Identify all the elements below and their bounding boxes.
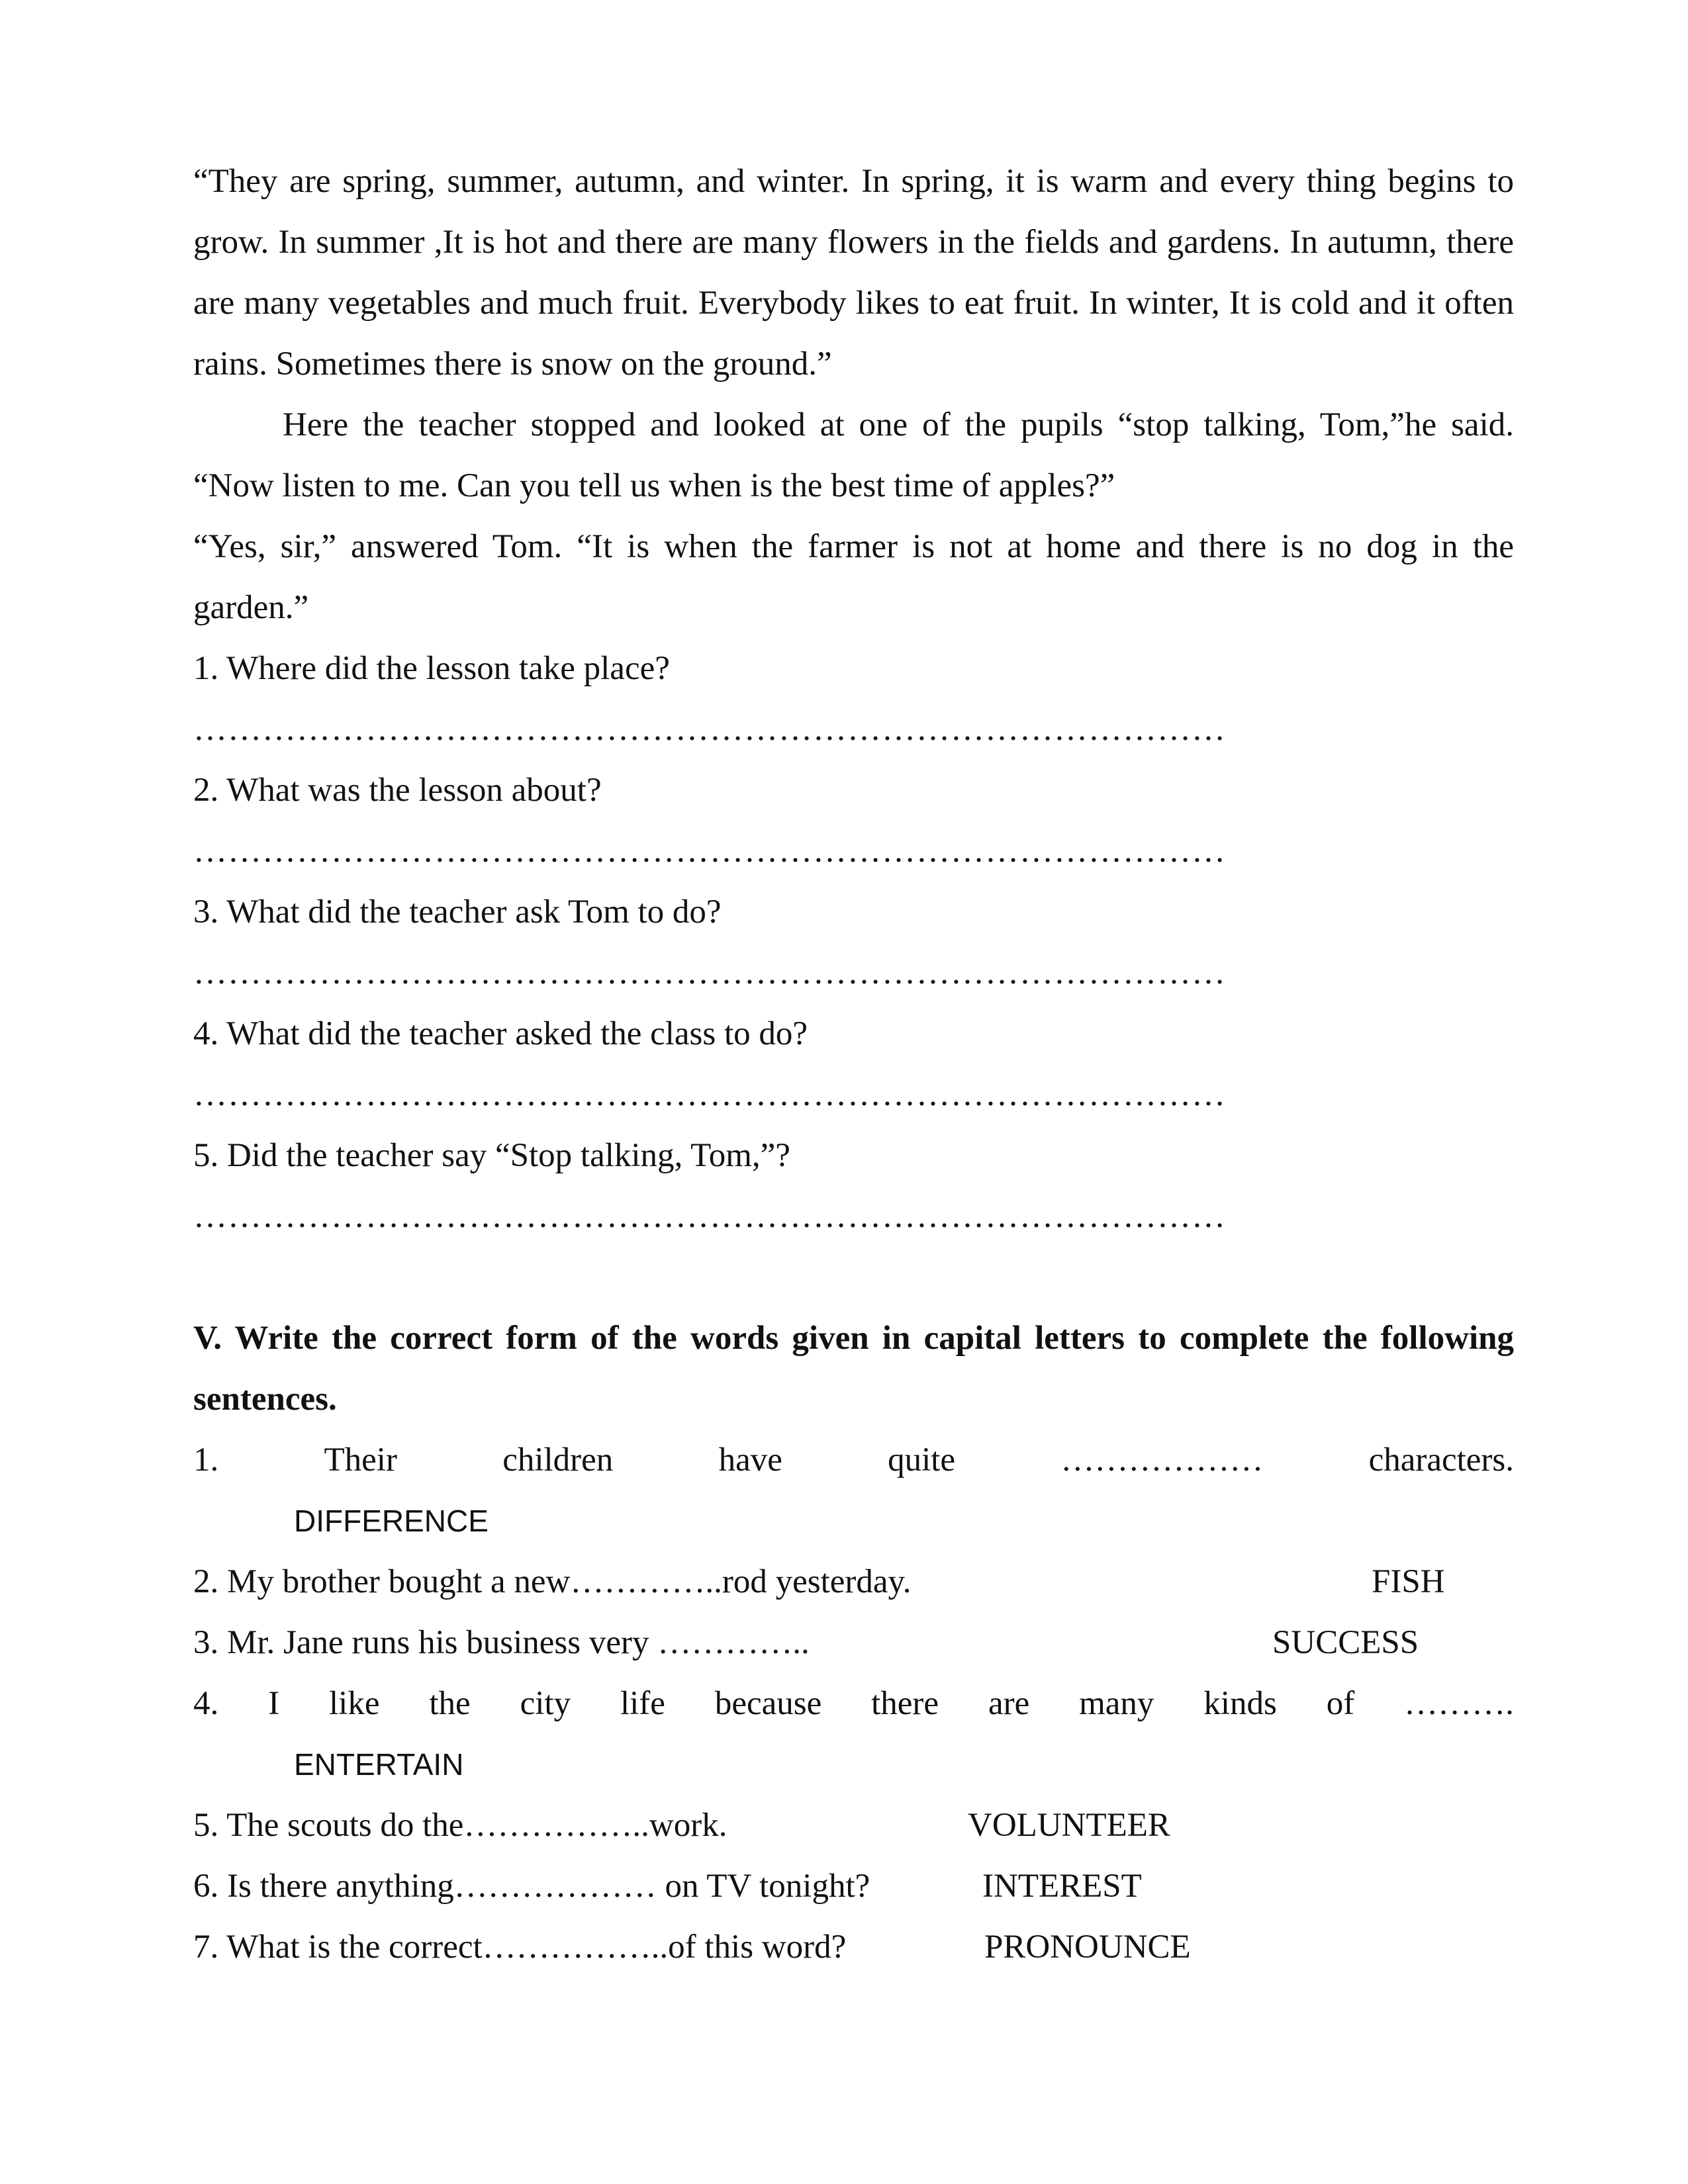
- exercise-item-6: [193, 1856, 1514, 1917]
- section-v-heading: V. Write the correct form of the words given in capital letters to complete the following sentences.: [193, 1320, 1514, 1418]
- question-5: 5. Did the teacher say “Stop talking, Tom,”?: [193, 1137, 790, 1174]
- answer-line-2[interactable]: ………………………………………………………………………………: [193, 833, 1226, 870]
- word-form-exercise: [193, 1430, 1514, 1978]
- item-4-word: because: [714, 1685, 822, 1722]
- passage-paragraph-2: Here the teacher stopped and looked at one of the pupils “stop talking, Tom,”he said. “Now listen to me. Can you tell us when is the best time of apples?”: [193, 406, 1514, 504]
- question-1: 1. Where did the lesson take place?: [193, 650, 670, 687]
- question-4: 4. What did the teacher asked the class to do?: [193, 1015, 808, 1052]
- item-4-word: I: [268, 1685, 280, 1722]
- item-1-word: have: [718, 1441, 782, 1479]
- passage-paragraph-1: “They are spring, summer, autumn, and winter. In spring, it is warm and every thing begins to grow. In summer ,It is hot and there are many flowers in the fields and gardens. In autumn, there are many vegetables and much fruit. Everybody likes to eat fruit. In winter, It is cold and it often rains. Sometimes there is snow on the ground.”: [193, 163, 1514, 383]
- comprehension-questions: [193, 638, 1514, 1247]
- exercise-item-3: [193, 1612, 1514, 1673]
- item-1-keyword: DIFFERENCE: [294, 1504, 489, 1538]
- question-3: 3. What did the teacher ask Tom to do?: [193, 893, 722, 931]
- passage-paragraph-3: “Yes, sir,” answered Tom. “It is when the farmer is not at home and there is no dog in the garden.”: [193, 528, 1514, 626]
- item-7-sentence: 7. What is the correct……………..of this word?: [193, 1929, 847, 1966]
- item-1-word: Their: [324, 1441, 397, 1479]
- item-1-word: quite: [888, 1441, 956, 1479]
- item-5-keyword: VOLUNTEER: [968, 1807, 1170, 1844]
- item-4-word: there: [871, 1685, 939, 1722]
- item-1-blank[interactable]: ………………: [1060, 1441, 1264, 1479]
- item-6-keyword: INTEREST: [982, 1868, 1142, 1905]
- item-4-word: of: [1326, 1685, 1355, 1722]
- exercise-item-2: [193, 1551, 1514, 1612]
- item-7-keyword: PRONOUNCE: [984, 1929, 1191, 1966]
- exercise-item-5: [193, 1795, 1514, 1856]
- item-3-sentence: 3. Mr. Jane runs his business very …………..: [193, 1624, 810, 1661]
- item-2-keyword: FISH: [1372, 1563, 1445, 1600]
- item-4-word: kinds: [1203, 1685, 1277, 1722]
- question-2: 2. What was the lesson about?: [193, 772, 602, 809]
- item-5-sentence: 5. The scouts do the……………..work.: [193, 1807, 727, 1844]
- item-4-word: the: [429, 1685, 471, 1722]
- section-spacer: [193, 1247, 1514, 1308]
- item-6-sentence: 6. Is there anything……………… on TV tonight?: [193, 1868, 870, 1905]
- item-4-blank[interactable]: ……….: [1404, 1685, 1514, 1722]
- item-4-keyword: ENTERTAIN: [294, 1747, 464, 1782]
- item-1-word: 1.: [193, 1441, 219, 1479]
- worksheet-page: [193, 151, 1514, 1978]
- item-4-word: like: [329, 1685, 380, 1722]
- answer-line-3[interactable]: ………………………………………………………………………………: [193, 954, 1226, 991]
- item-1-word: children: [502, 1441, 614, 1479]
- item-4-word: many: [1079, 1685, 1154, 1722]
- exercise-item-4: [193, 1673, 1514, 1734]
- answer-line-4[interactable]: ………………………………………………………………………………: [193, 1076, 1226, 1113]
- item-4-word: city: [520, 1685, 571, 1722]
- item-4-word: are: [988, 1685, 1030, 1722]
- exercise-item-7: [193, 1917, 1514, 1978]
- item-2-sentence: 2. My brother bought a new…………..rod yesterday.: [193, 1563, 912, 1600]
- answer-line-1[interactable]: ………………………………………………………………………………: [193, 711, 1226, 748]
- item-3-keyword: SUCCESS: [1272, 1624, 1419, 1661]
- item-4-word: 4.: [193, 1685, 219, 1722]
- exercise-item-1: [193, 1430, 1514, 1490]
- item-4-word: life: [620, 1685, 665, 1722]
- item-1-word: characters.: [1368, 1441, 1514, 1479]
- answer-line-5[interactable]: ………………………………………………………………………………: [193, 1198, 1226, 1235]
